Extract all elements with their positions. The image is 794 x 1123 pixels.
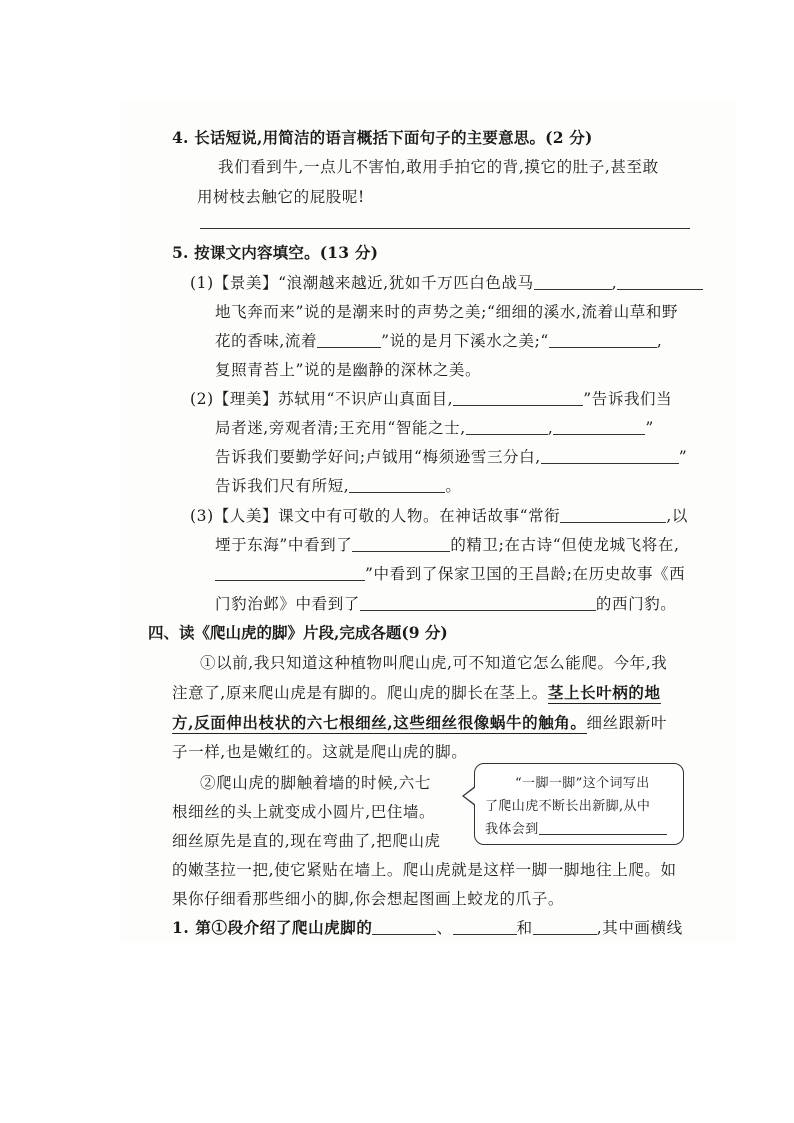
blank-p3-4[interactable] [360,596,596,611]
q5-p2-period: 。 [445,477,462,495]
passage-p2-line-4: 的嫩茎拉一把,使它紧贴在墙上。爬山虎就是这样一脚一脚地往上爬。如 [172,861,677,879]
q5-p3-text-g: 的西门豹。 [595,595,677,613]
blank-p2-5[interactable] [349,478,445,493]
blank-p1-2[interactable] [617,275,703,290]
q5-p3-text-c: 堙于东海”中看到了 [215,536,353,554]
q5-p3-text-a: (3)【人美】课文中有可敬的人物。在神话故事“常衔 [190,507,561,525]
q5-title: 5. 按课文内容填空。(13 分) [172,243,379,262]
q5-p1-comma: , [611,274,618,292]
q5-p2-text-b: ”告诉我们当 [583,390,673,408]
section-4-title: 四、读《爬山虎的脚》片段,完成各题(9 分) [148,623,448,642]
blank-p1-4[interactable] [549,333,657,348]
q5-p3-line-3 [215,562,685,584]
blank-p2-1[interactable] [453,391,583,406]
q5-p2-line-2 [215,416,654,438]
blank-sec4-q1-3[interactable] [533,920,597,935]
sec4-q1-text-d: ,其中画横线 [596,919,683,937]
q5-p3-line-2 [215,533,680,555]
passage-p1-line-1: ①以前,我只知道这种植物叫爬山虎,可不知道它怎么能爬。今年,我 [200,654,668,672]
callout-line-1: “一脚一脚”这个词写出 [515,776,650,791]
q5-p2-quote: ” [645,419,654,437]
passage-p1-line-2 [172,681,661,703]
q5-p2-line-3 [215,445,687,467]
blank-sec4-q1-1[interactable] [372,920,436,935]
q5-p2-text-h: 告诉我们尺有所短, [215,477,350,495]
underlined-sentence-part-2: 方,反面伸出枝状的六七根细丝,这些细丝很像蜗牛的触角。 [172,713,587,732]
callout-line-2: 了爬山虎不断长出新脚,从中 [485,799,651,814]
blank-p3-3[interactable] [215,566,365,581]
annotation-callout [474,763,684,845]
q5-p1-line-4: 复照青苔上”说的是幽静的深林之美。 [215,361,482,379]
passage-p2-line-2: 根细丝的头上就变成小圆片,巴住墙。 [172,803,436,821]
sec4-q1-line [172,916,683,938]
blank-p2-4[interactable] [541,449,679,464]
q5-p2-line-1 [190,387,672,409]
q5-p3-text-d: 的精卫;在古诗“但使龙城飞将在, [450,536,680,554]
blank-p2-3[interactable] [553,420,645,435]
q5-p1-text-d: 花的香味,流着 [215,332,318,350]
passage-p2-line-5: 果你仔细看那些细小的脚,你会想起图画上蛟龙的爪子。 [172,890,564,908]
blank-p2-2[interactable] [466,420,548,435]
q5-p2-text-a: (2)【理美】苏轼用“不识庐山真面目, [190,390,454,408]
blank-p1-1[interactable] [534,275,612,290]
q5-p2-text-c: 局者迷,旁观者清;王充用“智能之士, [215,419,466,437]
passage-p1-line-4: 子一样,也是嫩红的。这就是爬山虎的脚。 [172,743,468,761]
underlined-sentence-part-1: 茎上长叶柄的地 [547,683,661,702]
q5-p3-text-f: 门豹治邺》中看到了 [215,595,360,613]
sec4-q1-text-a: 1. 第①段介绍了爬山虎脚的 [172,918,373,937]
callout-text-3: 我体会到 [485,822,539,837]
passage-p2-line-3: 细丝原先是直的,现在弯曲了,把爬山虎 [172,832,441,850]
q5-p2-quote-2: ” [678,448,688,466]
q5-p1-line-1 [190,271,703,293]
q5-p2-text-f: 告诉我们要勤学好问;卢钺用“梅须逊雪三分白, [215,448,541,466]
sec4-q1-sep: 、 [436,919,453,937]
callout-tail-fill [464,787,476,805]
callout-answer-blank[interactable] [539,822,667,835]
q5-p1-line-2: 地飞奔而来”说的是潮来时的声势之美;“细细的溪水,流着山草和野 [215,303,679,321]
q5-p3-text-b: ,以 [666,507,689,525]
q4-text-line-1: 我们看到牛,一点儿不害怕,敢用手拍它的背,摸它的肚子,甚至敢 [218,158,659,176]
q5-p2-comma: , [547,419,554,437]
blank-sec4-q1-2[interactable] [453,920,517,935]
passage-p1-text-2a: 注意了,原来爬山虎是有脚的。爬山虎的脚长在茎上。 [172,684,548,702]
q5-p1-line-3 [215,329,662,351]
q4-title: 4. 长话短说,用简洁的语言概括下面句子的主要意思。(2 分) [172,128,593,147]
q4-answer-line[interactable] [200,228,690,229]
q4-text-line-2: 用树枝去触它的屁股呢! [197,188,365,206]
callout-line-3 [485,818,667,837]
passage-p1-line-3 [172,711,667,733]
q5-p3-line-4 [215,592,676,614]
q5-p1-text-e: ”说的是月下溪水之美;“ [381,332,549,350]
q5-p1-comma-2: , [656,332,663,350]
q5-p1-text-a: (1)【景美】“浪潮越来越近,犹如千万匹白色战马 [190,274,534,292]
blank-p3-1[interactable] [560,508,666,523]
blank-p3-2[interactable] [352,537,450,552]
passage-p1-text-3b: 细丝跟新叶 [586,714,668,732]
sec4-q1-and: 和 [516,919,533,937]
blank-p1-3[interactable] [317,333,381,348]
passage-p2-line-1: ②爬山虎的脚触着墙的时候,六七 [200,774,431,792]
q5-p2-line-4 [215,474,461,496]
q5-p3-text-e: ”中看到了保家卫国的王昌龄;在历史故事《西 [365,565,686,583]
q5-p3-line-1 [190,504,688,526]
